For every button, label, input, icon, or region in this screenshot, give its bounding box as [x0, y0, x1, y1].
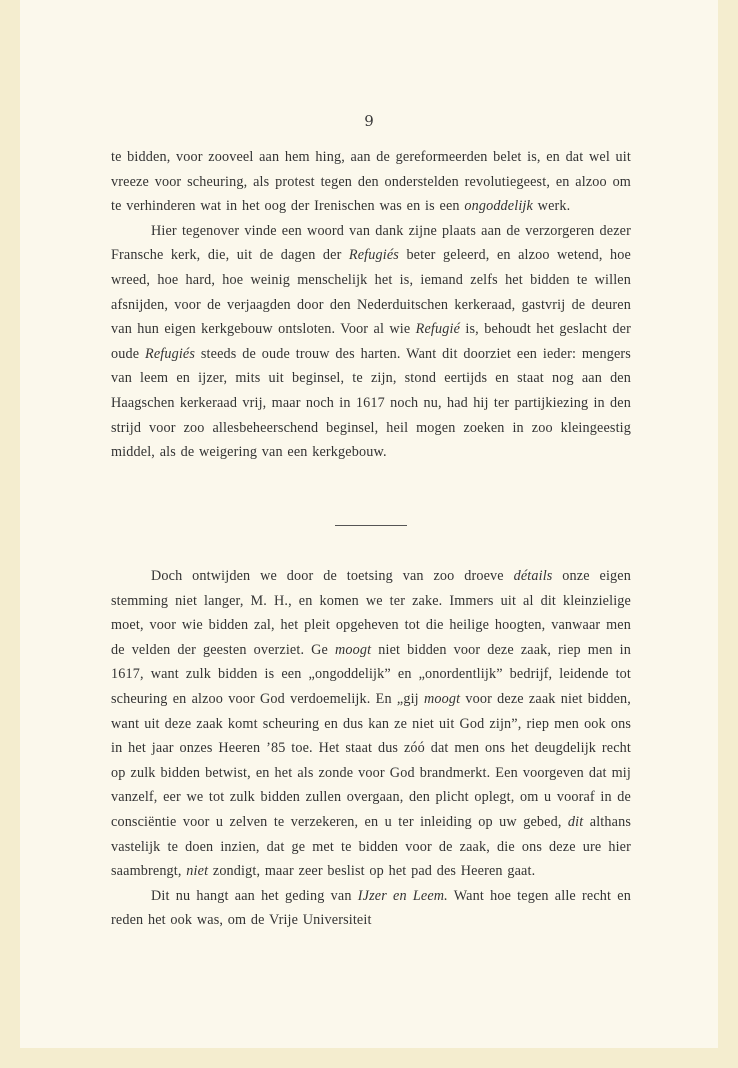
- paragraph-2-italic-1: Refugiés: [348, 247, 399, 264]
- section-divider: [335, 525, 407, 526]
- paragraph-4-text-2: Want hoe tegen alle recht en reden het ook was, om de Vrije Universiteit: [111, 887, 631, 929]
- paragraph-3-italic-5: niet: [186, 863, 209, 880]
- paragraph-1-text-1: te bidden, voor zooveel aan hem hing, aan de gereformeerden belet is, en dat wel uit vreeze voor scheuring, als protest tegen den ondersteldеn revolutiegeest, en alzoo om te verhinderen wat in het oog der Irenischen was en is een: [111, 149, 631, 215]
- paragraph-3-italic-3: moogt: [423, 690, 461, 707]
- text-block-top: [111, 145, 631, 465]
- paragraph-3-text-6: zondigt, maar zeer beslist op het pad des Heeren gaat.: [208, 863, 536, 880]
- paragraph-2: [111, 219, 631, 465]
- paragraph-4-italic-1: IJzer en Leem.: [357, 887, 448, 904]
- paragraph-2-text-4: steeds de oude trouw des harten. Want dit doorziet een ieder: mengers van leem en ijzer, mits uit beginsel, te zijn, stond eertijds en staat nog aan den Haagschen kerkeraad vrij, maar noch in 1617 noch nu, had hij ter partijkiezing in den strijd voor zoo allesbeheerschend beginsel, heil mogen zoeken in zoo kleingeestig middel, als de weigering van een kerkgebouw.: [111, 345, 631, 461]
- paragraph-3-text-5: althans vastelijk te doen inzien, dat ge met te bidden voor de zaak, die ons deze ure hier saambrengt,: [111, 813, 631, 880]
- paragraph-3-text-1: Doch ontwijden we door de toetsing van zoo droeve: [151, 568, 514, 584]
- paragraph-2-text-1: Hier tegenover vinde een woord van dank zijne plaats aan de verzorgeren dezer Fransche kerk, die, uit de dagen der: [111, 222, 631, 264]
- document-page: [20, 0, 718, 1048]
- paragraph-2-text-3: is, behoudt het geslacht der oude: [111, 321, 631, 362]
- paragraph-1: [111, 145, 631, 219]
- paragraph-3-text-3: niet bidden voor deze zaak, riep men in 1617, want zulk bidden is een „ongoddelijk” en „onordentlijk” bedrijf, leidende tot scheuring en alzoo voor God verdoemelijk. En „gij: [111, 641, 631, 707]
- paragraph-3-text-4: voor deze zaak niet bidden, want uit deze zaak komt scheuring en dus kan ze niet uit God zijn”, riep men ook ons in het jaar onzes Heeren ’85 toe. Het staat dus zóó dat men ons het deugdelijk recht op zulk bidden betwist, en het als zonde voor God brandmerkt. Een voorgeven dat mij vanzelf, eer we tot zulk bidden zullen overgaan, den plicht oplegt, om u vooraf in de consciëntie voor u zelven te verzekeren, en u ter inleiding op uw gebed,: [111, 690, 631, 830]
- paragraph-3-italic-1: détails: [513, 568, 553, 584]
- paragraph-2-text-2: beter geleerd, en alzoo wetend, hoe wreed, hoe hard, hoe weinig menschelijk het is, iemand zelfs het bidden te willen afsnijden, voor de verjaagden door den Nederduitschen kerkeraad, gastvrij de deuren van hun eigen kerkgebouw ontsloten. Voor al wie: [111, 247, 631, 338]
- text-block-bottom: [111, 564, 631, 933]
- paragraph-2-italic-3: Refugiés: [145, 345, 196, 362]
- paragraph-1-italic-1: ongoddelijk: [464, 198, 533, 215]
- paragraph-1-text-2: werk.: [532, 198, 571, 215]
- paragraph-2-italic-2: Refugié: [415, 321, 461, 338]
- paragraph-4: [111, 884, 631, 933]
- paragraph-3-italic-2: moogt: [335, 641, 372, 658]
- page-number: 9: [364, 112, 374, 130]
- paragraph-3-text-2: onze eigen stemming niet langer, M. H., en komen we ter zake. Immers uit al dit kleinzielige moet, voor wie bidden zal, het pleit opgeheven tot die heilige hoogten, vanwaar men de velden der geesten overziet. Ge: [111, 568, 631, 658]
- paragraph-4-text-1: Dit nu hangt aan het geding van: [151, 887, 358, 904]
- paragraph-3: [111, 564, 631, 884]
- paragraph-3-italic-4: dit: [567, 813, 584, 830]
